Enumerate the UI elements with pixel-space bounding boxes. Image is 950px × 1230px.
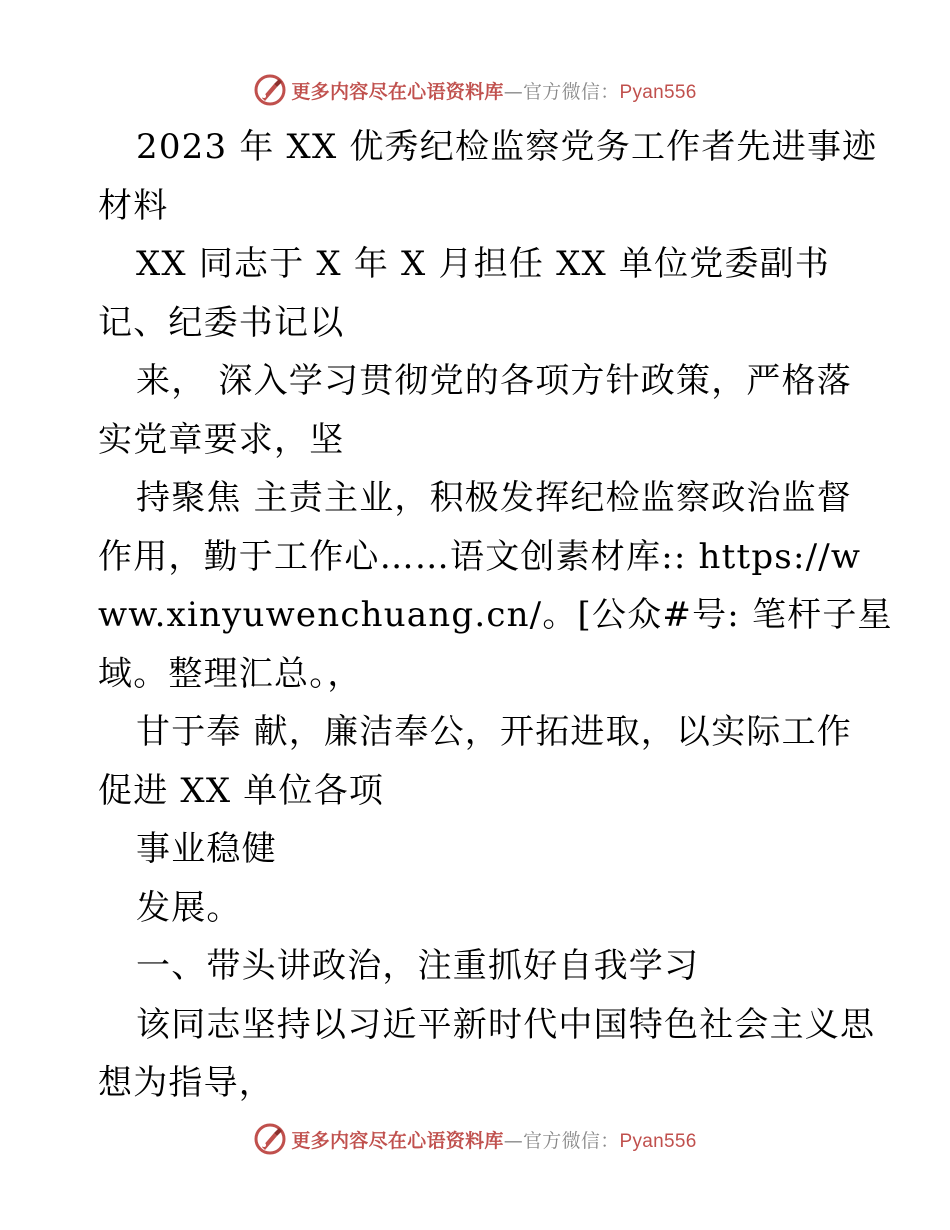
banner-content bbox=[253, 1122, 696, 1156]
banner-content bbox=[253, 73, 696, 107]
text-line: 来， 深入学习贯彻党的各项方针政策，严格落 bbox=[136, 361, 853, 401]
banner-text bbox=[291, 77, 696, 104]
header-banner bbox=[0, 70, 950, 110]
text-line: 持聚焦 主责主业，积极发挥纪检监察政治监督 bbox=[136, 478, 853, 518]
text-line: 一、带头讲政治，注重抓好自我学习 bbox=[136, 946, 700, 986]
text-line: 想为指导， bbox=[98, 1063, 274, 1103]
banner-main-text: 更多内容尽在心语资料库 bbox=[291, 1129, 504, 1152]
banner-dash: — bbox=[503, 1129, 523, 1152]
pen-logo-icon bbox=[253, 73, 287, 107]
text-line: 发展。 bbox=[136, 887, 242, 928]
banner-official-label: 官方微信： bbox=[523, 80, 620, 103]
banner-dash: — bbox=[503, 80, 523, 103]
text-line: 促进 XX 单位各项 bbox=[98, 770, 385, 811]
text-line: 记、纪委书记以 bbox=[98, 302, 345, 343]
text-line: 作用，勤于工作心……语文创素材库:: https://w bbox=[98, 536, 862, 577]
banner-text bbox=[291, 1126, 696, 1153]
banner-main-text: 更多内容尽在心语资料库 bbox=[291, 80, 504, 103]
footer-banner bbox=[0, 1119, 950, 1159]
banner-wechat-id: Pyan556 bbox=[619, 81, 697, 103]
text-line: 该同志坚持以习近平新时代中国特色社会主义思 bbox=[136, 1004, 876, 1045]
pen-logo-icon bbox=[253, 1122, 287, 1156]
banner-wechat-id: Pyan556 bbox=[619, 1130, 697, 1152]
text-line: 实党章要求，坚 bbox=[98, 419, 345, 460]
text-line: 事业稳健 bbox=[136, 829, 277, 869]
text-line: 2023 年 XX 优秀纪检监察党务工作者先进事迹 bbox=[136, 127, 878, 167]
text-line: 材料 bbox=[98, 185, 169, 226]
text-line: ww.xinyuwenchuang.cn/。[公众#号: 笔杆子星 bbox=[98, 595, 893, 635]
text-line: 甘于奉 献，廉洁奉公，开拓进取，以实际工作 bbox=[136, 712, 853, 752]
banner-official-label: 官方微信： bbox=[523, 1129, 620, 1152]
text-line: XX 同志于 X 年 X 月担任 XX 单位党委副书 bbox=[136, 244, 831, 284]
document-body bbox=[98, 118, 893, 1113]
text-line: 域。整理汇总。， bbox=[98, 653, 363, 694]
